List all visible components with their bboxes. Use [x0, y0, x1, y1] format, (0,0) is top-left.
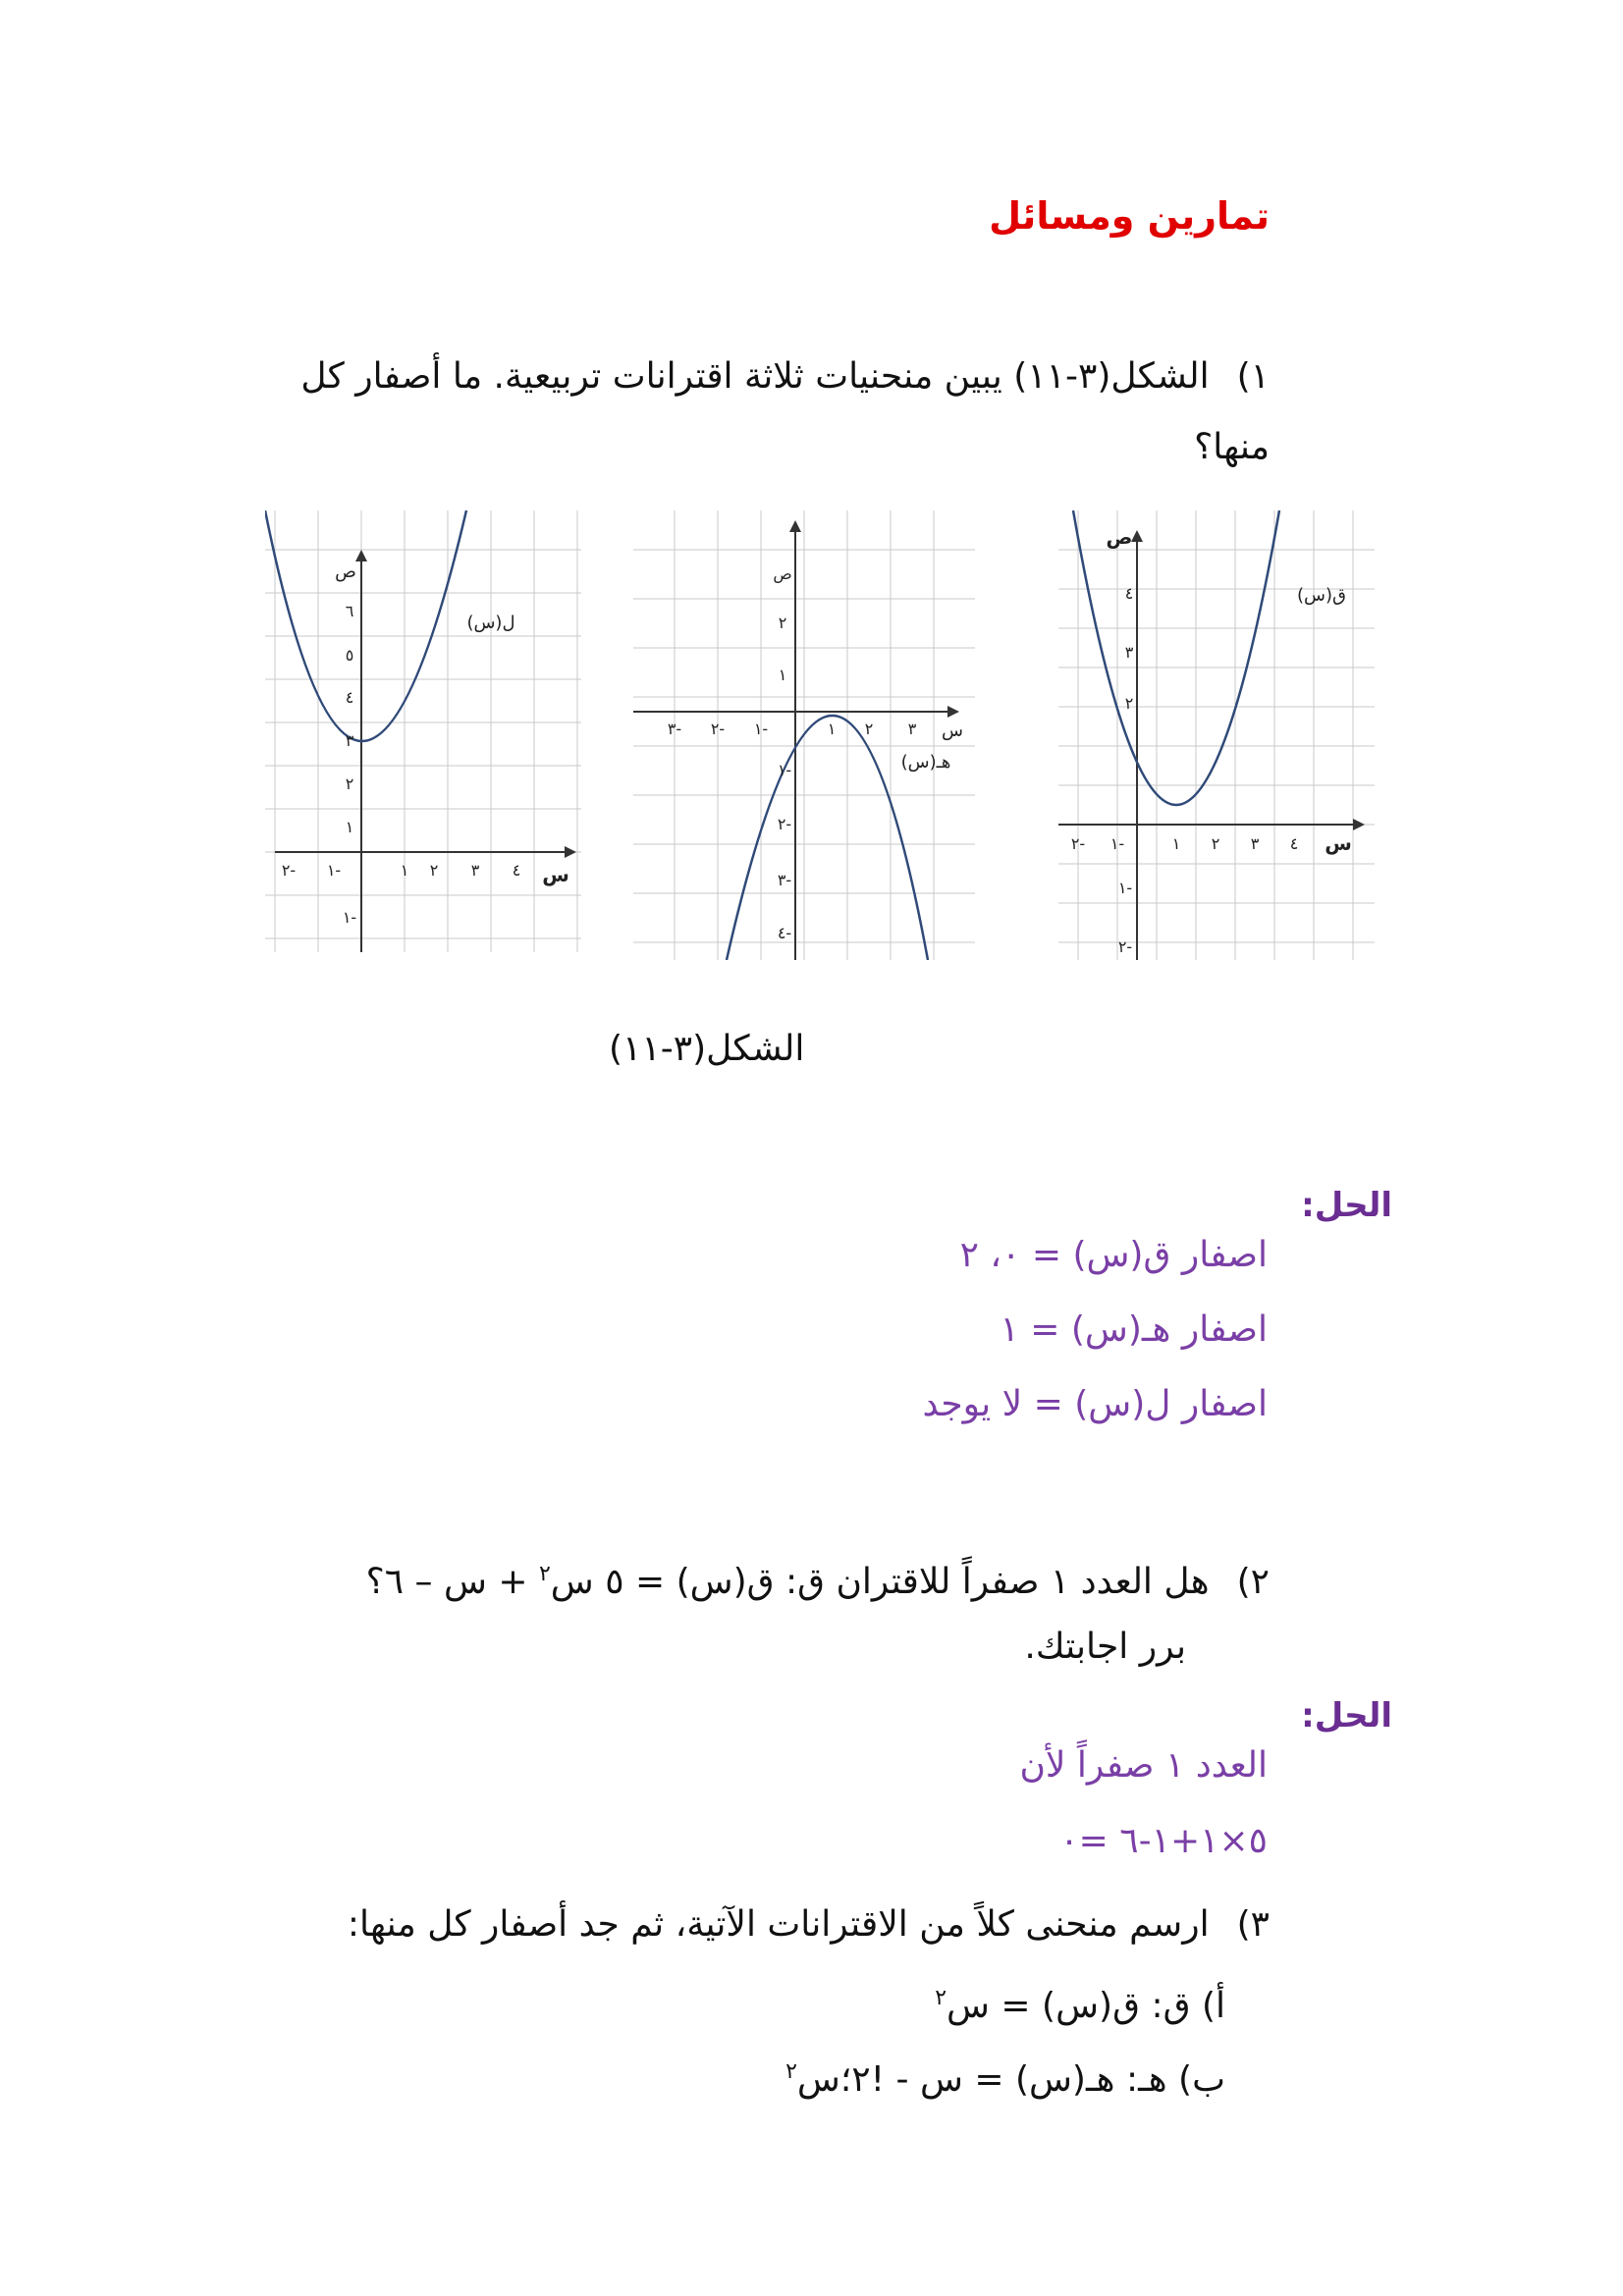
part-text: ب) هـ: هـ(س) = س - !٢؛س	[796, 2059, 1225, 2100]
svg-text:١-: ١-	[342, 908, 357, 927]
svg-text:١-: ١-	[1117, 879, 1133, 897]
x-axis-label: س	[1325, 831, 1352, 855]
question-number: ٣)	[1236, 1904, 1270, 1945]
svg-text:٢: ٢	[1211, 834, 1220, 853]
exponent: ٢	[538, 1562, 551, 1586]
solution-label: الحل:	[1301, 1186, 1392, 1225]
svg-text:٢-: ٢-	[281, 861, 297, 880]
svg-text:٣: ٣	[1250, 834, 1260, 853]
svg-text:٢-: ٢-	[710, 720, 726, 738]
svg-text:٣: ٣	[1124, 643, 1134, 662]
question-text: الشكل(٣-١١) يبين منحنيات ثلاثة اقترانات تربيعية. ما أصفار كل	[300, 356, 1210, 397]
svg-text:٦: ٦	[345, 602, 354, 620]
svg-text:٥: ٥	[345, 646, 354, 665]
question-3	[278, 1890, 1270, 1960]
svg-text:١-: ١-	[753, 720, 769, 738]
svg-text:٤: ٤	[512, 861, 521, 880]
solution-label: الحل:	[1301, 1696, 1392, 1735]
question-number: ٢)	[1236, 1562, 1270, 1602]
section-heading: تمارين ومسائل	[989, 194, 1270, 238]
svg-text:ص: ص	[335, 561, 356, 582]
exponent: ٢	[785, 2059, 797, 2084]
question-text: + س – ٦؟	[365, 1562, 539, 1602]
svg-text:١: ١	[400, 861, 409, 880]
solution-line: اصفار هـ(س) = ١	[1000, 1309, 1268, 1350]
question-2	[278, 1539, 1270, 1618]
question-1	[278, 342, 1270, 412]
svg-text:٤: ٤	[1124, 584, 1134, 603]
svg-text:٢-: ٢-	[1070, 834, 1086, 853]
question-3-part-b	[342, 2037, 1225, 2115]
question-number: ١)	[1236, 356, 1270, 397]
curve-label-h: هـ(س)	[900, 752, 951, 773]
svg-text:١: ١	[778, 666, 787, 684]
curve-label-l: ل(س)	[466, 613, 515, 633]
curve-label-q: ق(س)	[1297, 585, 1346, 606]
svg-text:٣: ٣	[345, 731, 354, 750]
svg-text:٢: ٢	[864, 720, 874, 738]
svg-text:١: ١	[1171, 834, 1181, 853]
svg-text:١: ١	[827, 720, 837, 738]
svg-text:٢: ٢	[345, 774, 354, 793]
svg-text:١-: ١-	[1109, 834, 1125, 853]
svg-text:ص: ص	[773, 564, 792, 583]
question-3-part-a	[342, 1963, 1225, 2042]
svg-text:٤-: ٤-	[777, 924, 792, 942]
part-text: أ) ق: ق(س) = س	[947, 1986, 1225, 2026]
svg-text:٤: ٤	[1289, 834, 1299, 853]
svg-text:٢-: ٢-	[777, 815, 792, 833]
svg-text:٢: ٢	[429, 861, 439, 880]
svg-text:٣-: ٣-	[777, 871, 792, 889]
solution-line: العدد ١ صفراً لأن	[1019, 1745, 1268, 1786]
graph-q	[1058, 510, 1375, 964]
svg-text:٣: ٣	[907, 720, 917, 738]
question-text: ارسم منحنى كلاً من الاقترانات الآتية، ثم جد أصفار كل منها:	[347, 1904, 1210, 1945]
svg-text:٣-: ٣-	[667, 720, 682, 738]
svg-text:٢-: ٢-	[1117, 937, 1133, 956]
question-2-line2: برر اجابتك.	[1024, 1627, 1186, 1667]
svg-text:٣: ٣	[470, 861, 480, 880]
svg-text:١-: ١-	[326, 861, 342, 880]
svg-text:٢: ٢	[1124, 694, 1134, 713]
svg-text:٤: ٤	[345, 688, 354, 707]
svg-text:١-: ١-	[777, 761, 792, 779]
exponent: ٢	[935, 1986, 947, 2010]
svg-text:٢: ٢	[778, 614, 787, 632]
solution-line: ٥×١+١-٦ =٠	[1059, 1821, 1268, 1861]
graph-h	[633, 510, 975, 964]
x-axis-label: س	[942, 721, 963, 741]
x-axis-label: س	[542, 863, 569, 886]
graph-l	[265, 510, 581, 956]
y-axis-label: ص	[1106, 525, 1133, 549]
question-text: هل العدد ١ صفراً للاقتران ق: ق(س) = ٥ س	[550, 1562, 1210, 1602]
question-1-line2: منها؟	[1194, 427, 1270, 467]
figure-caption: الشكل(٣-١١)	[609, 1029, 805, 1069]
svg-text:١: ١	[345, 818, 354, 836]
solution-line: اصفار ل(س) = لا يوجد	[922, 1384, 1268, 1424]
solution-line: اصفار ق(س) = ٠، ٢	[959, 1235, 1268, 1275]
